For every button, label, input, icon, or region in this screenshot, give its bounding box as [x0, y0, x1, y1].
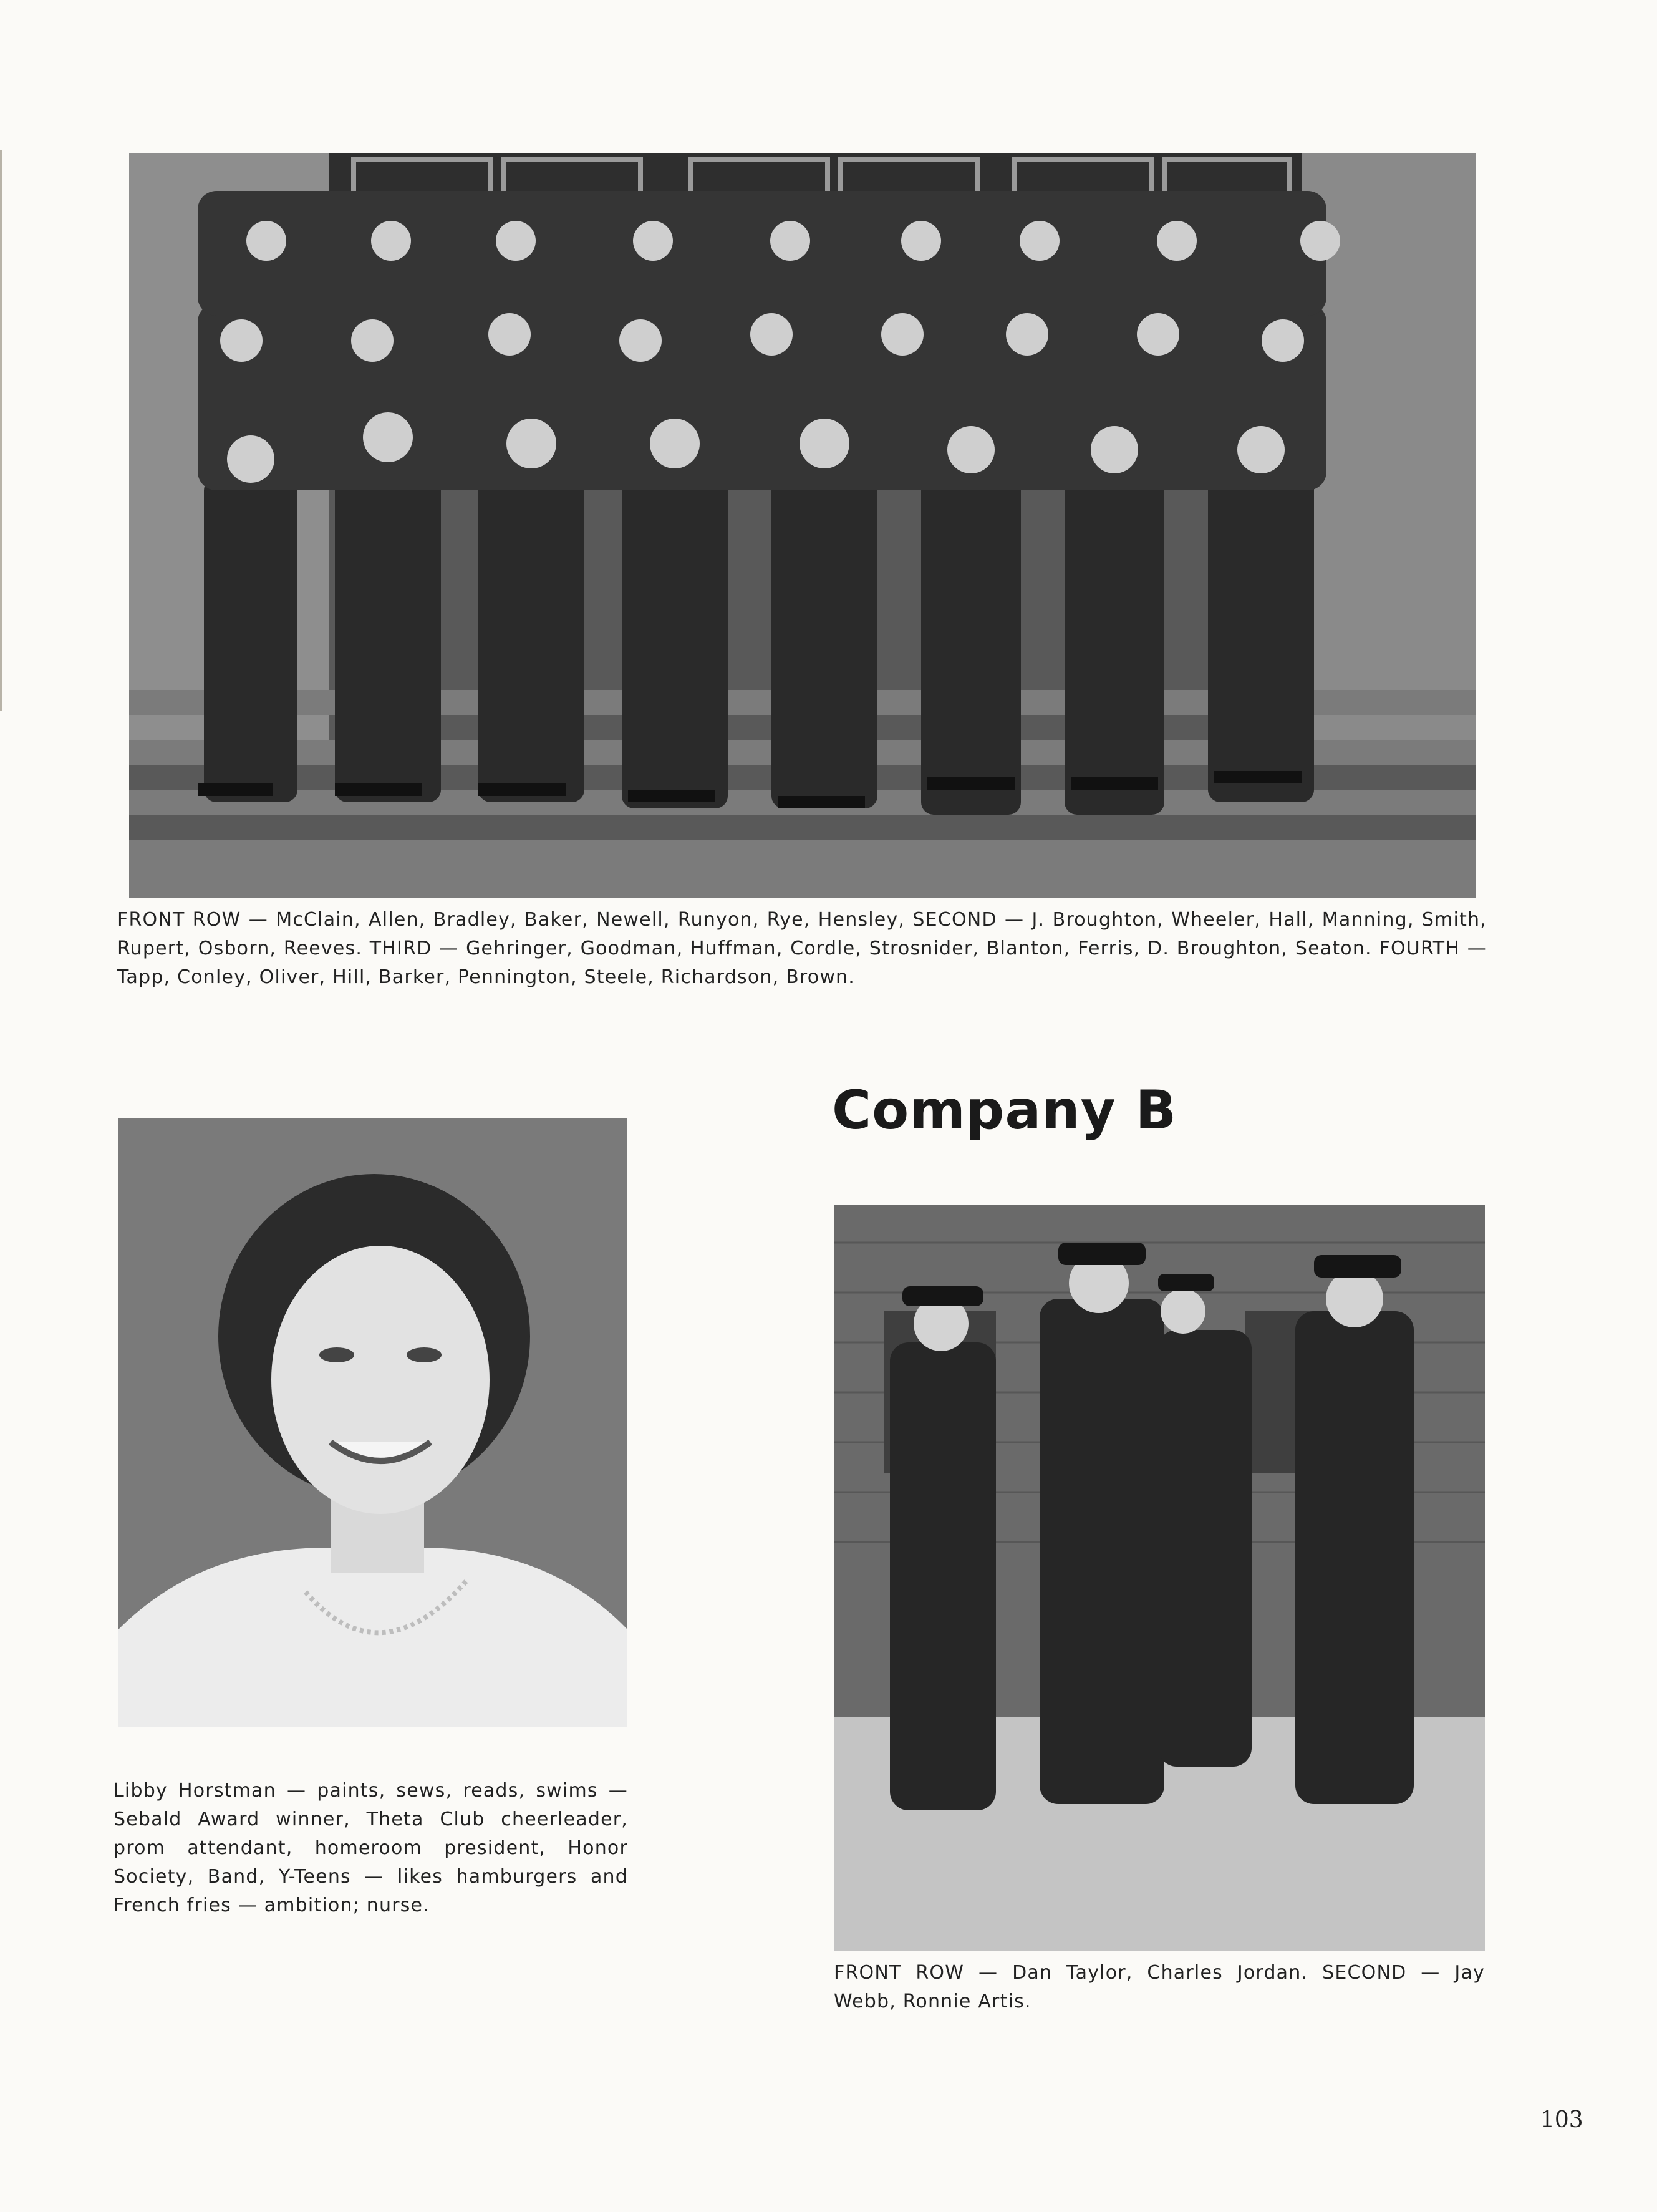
officers-photo	[834, 1205, 1485, 1951]
page-number: 103	[1540, 2107, 1583, 2133]
officers-photo-caption: FRONT ROW — Dan Taylor, Charles Jordan. SECOND — Jay Webb, Ronnie Artis.	[834, 1962, 1485, 2012]
portrait-image	[118, 1118, 627, 1727]
portrait-photo	[118, 1118, 627, 1727]
group-photo-image	[129, 153, 1476, 898]
officers-photo-image	[834, 1205, 1485, 1951]
portrait-caption: Libby Horstman — paints, sews, reads, swims — Sebald Award winner, Theta Club cheerleader, prom attendant, homeroom president, Honor Society, Band, Y-Teens — likes hamburgers and French fries — ambition; nurse.	[114, 1780, 628, 1916]
binding-edge	[0, 150, 2, 711]
group-photo-caption: FRONT ROW — McClain, Allen, Bradley, Baker, Newell, Runyon, Rye, Hensley, SECOND — J. Broughton, Wheeler, Hall, Manning, Smith, Rupert, Osborn, Reeves. THIRD — Gehringer, Goodman, Huffman, Cordle, Strosnider, Blanton, Ferris, D. Broughton, Seaton. FOURTH — Tapp, Conley, Oliver, Hill, Barker, Pennington, Steele, Richardson, Brown.	[117, 909, 1487, 988]
group-photo	[129, 153, 1476, 898]
section-heading: Company B	[832, 1079, 1177, 1142]
